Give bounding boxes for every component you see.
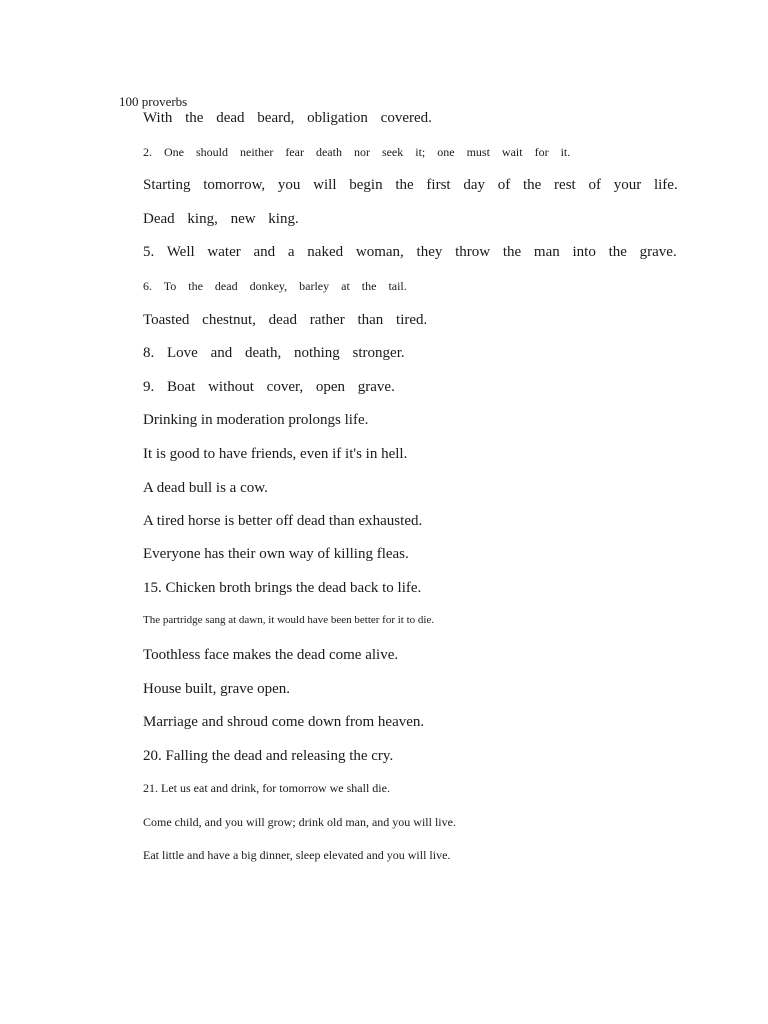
proverb-line-14: Everyone has their own way of killing fleas. — [143, 546, 409, 562]
proverb-line-6: 6. To the dead donkey, barley at the tail. — [143, 279, 407, 293]
proverb-line-19: Marriage and shroud come down from heaven. — [143, 714, 425, 730]
proverb-line-9: 9. Boat without cover, open grave. — [143, 379, 395, 395]
proverb-line-12: A dead bull is a cow. — [143, 480, 268, 496]
proverb-line-13: A tired horse is better off dead than exhausted. — [143, 513, 423, 529]
proverb-line-10: Drinking in moderation prolongs life. — [143, 412, 369, 428]
proverb-line-20: 20. Falling the dead and releasing the cry. — [143, 748, 394, 764]
proverb-line-8: 8. Love and death, nothing stronger. — [143, 345, 405, 361]
proverb-line-3: Starting tomorrow, you will begin the first day of the rest of your life. — [143, 177, 678, 193]
proverb-line-4: Dead king, new king. — [143, 211, 299, 227]
proverb-line-1: With the dead beard, obligation covered. — [143, 110, 432, 126]
document-title: 100 proverbs — [119, 94, 188, 109]
proverb-line-23: Eat little and have a big dinner, sleep elevated and you will live. — [143, 848, 451, 862]
proverb-line-5: 5. Well water and a naked woman, they throw the man into the grave. — [143, 244, 677, 260]
proverb-line-2: 2. One should neither fear death nor seek it; one must wait for it. — [143, 145, 571, 159]
proverb-line-16: The partridge sang at dawn, it would have been better for it to die. — [143, 614, 435, 626]
proverb-line-17: Toothless face makes the dead come alive. — [143, 647, 399, 663]
proverb-line-11: It is good to have friends, even if it's in hell. — [143, 446, 408, 462]
proverb-line-21: 21. Let us eat and drink, for tomorrow we shall die. — [143, 781, 390, 795]
proverb-line-15: 15. Chicken broth brings the dead back to life. — [143, 580, 422, 596]
proverb-line-7: Toasted chestnut, dead rather than tired. — [143, 312, 428, 328]
proverb-line-22: Come child, and you will grow; drink old man, and you will live. — [143, 815, 456, 829]
proverb-line-18: House built, grave open. — [143, 681, 291, 697]
